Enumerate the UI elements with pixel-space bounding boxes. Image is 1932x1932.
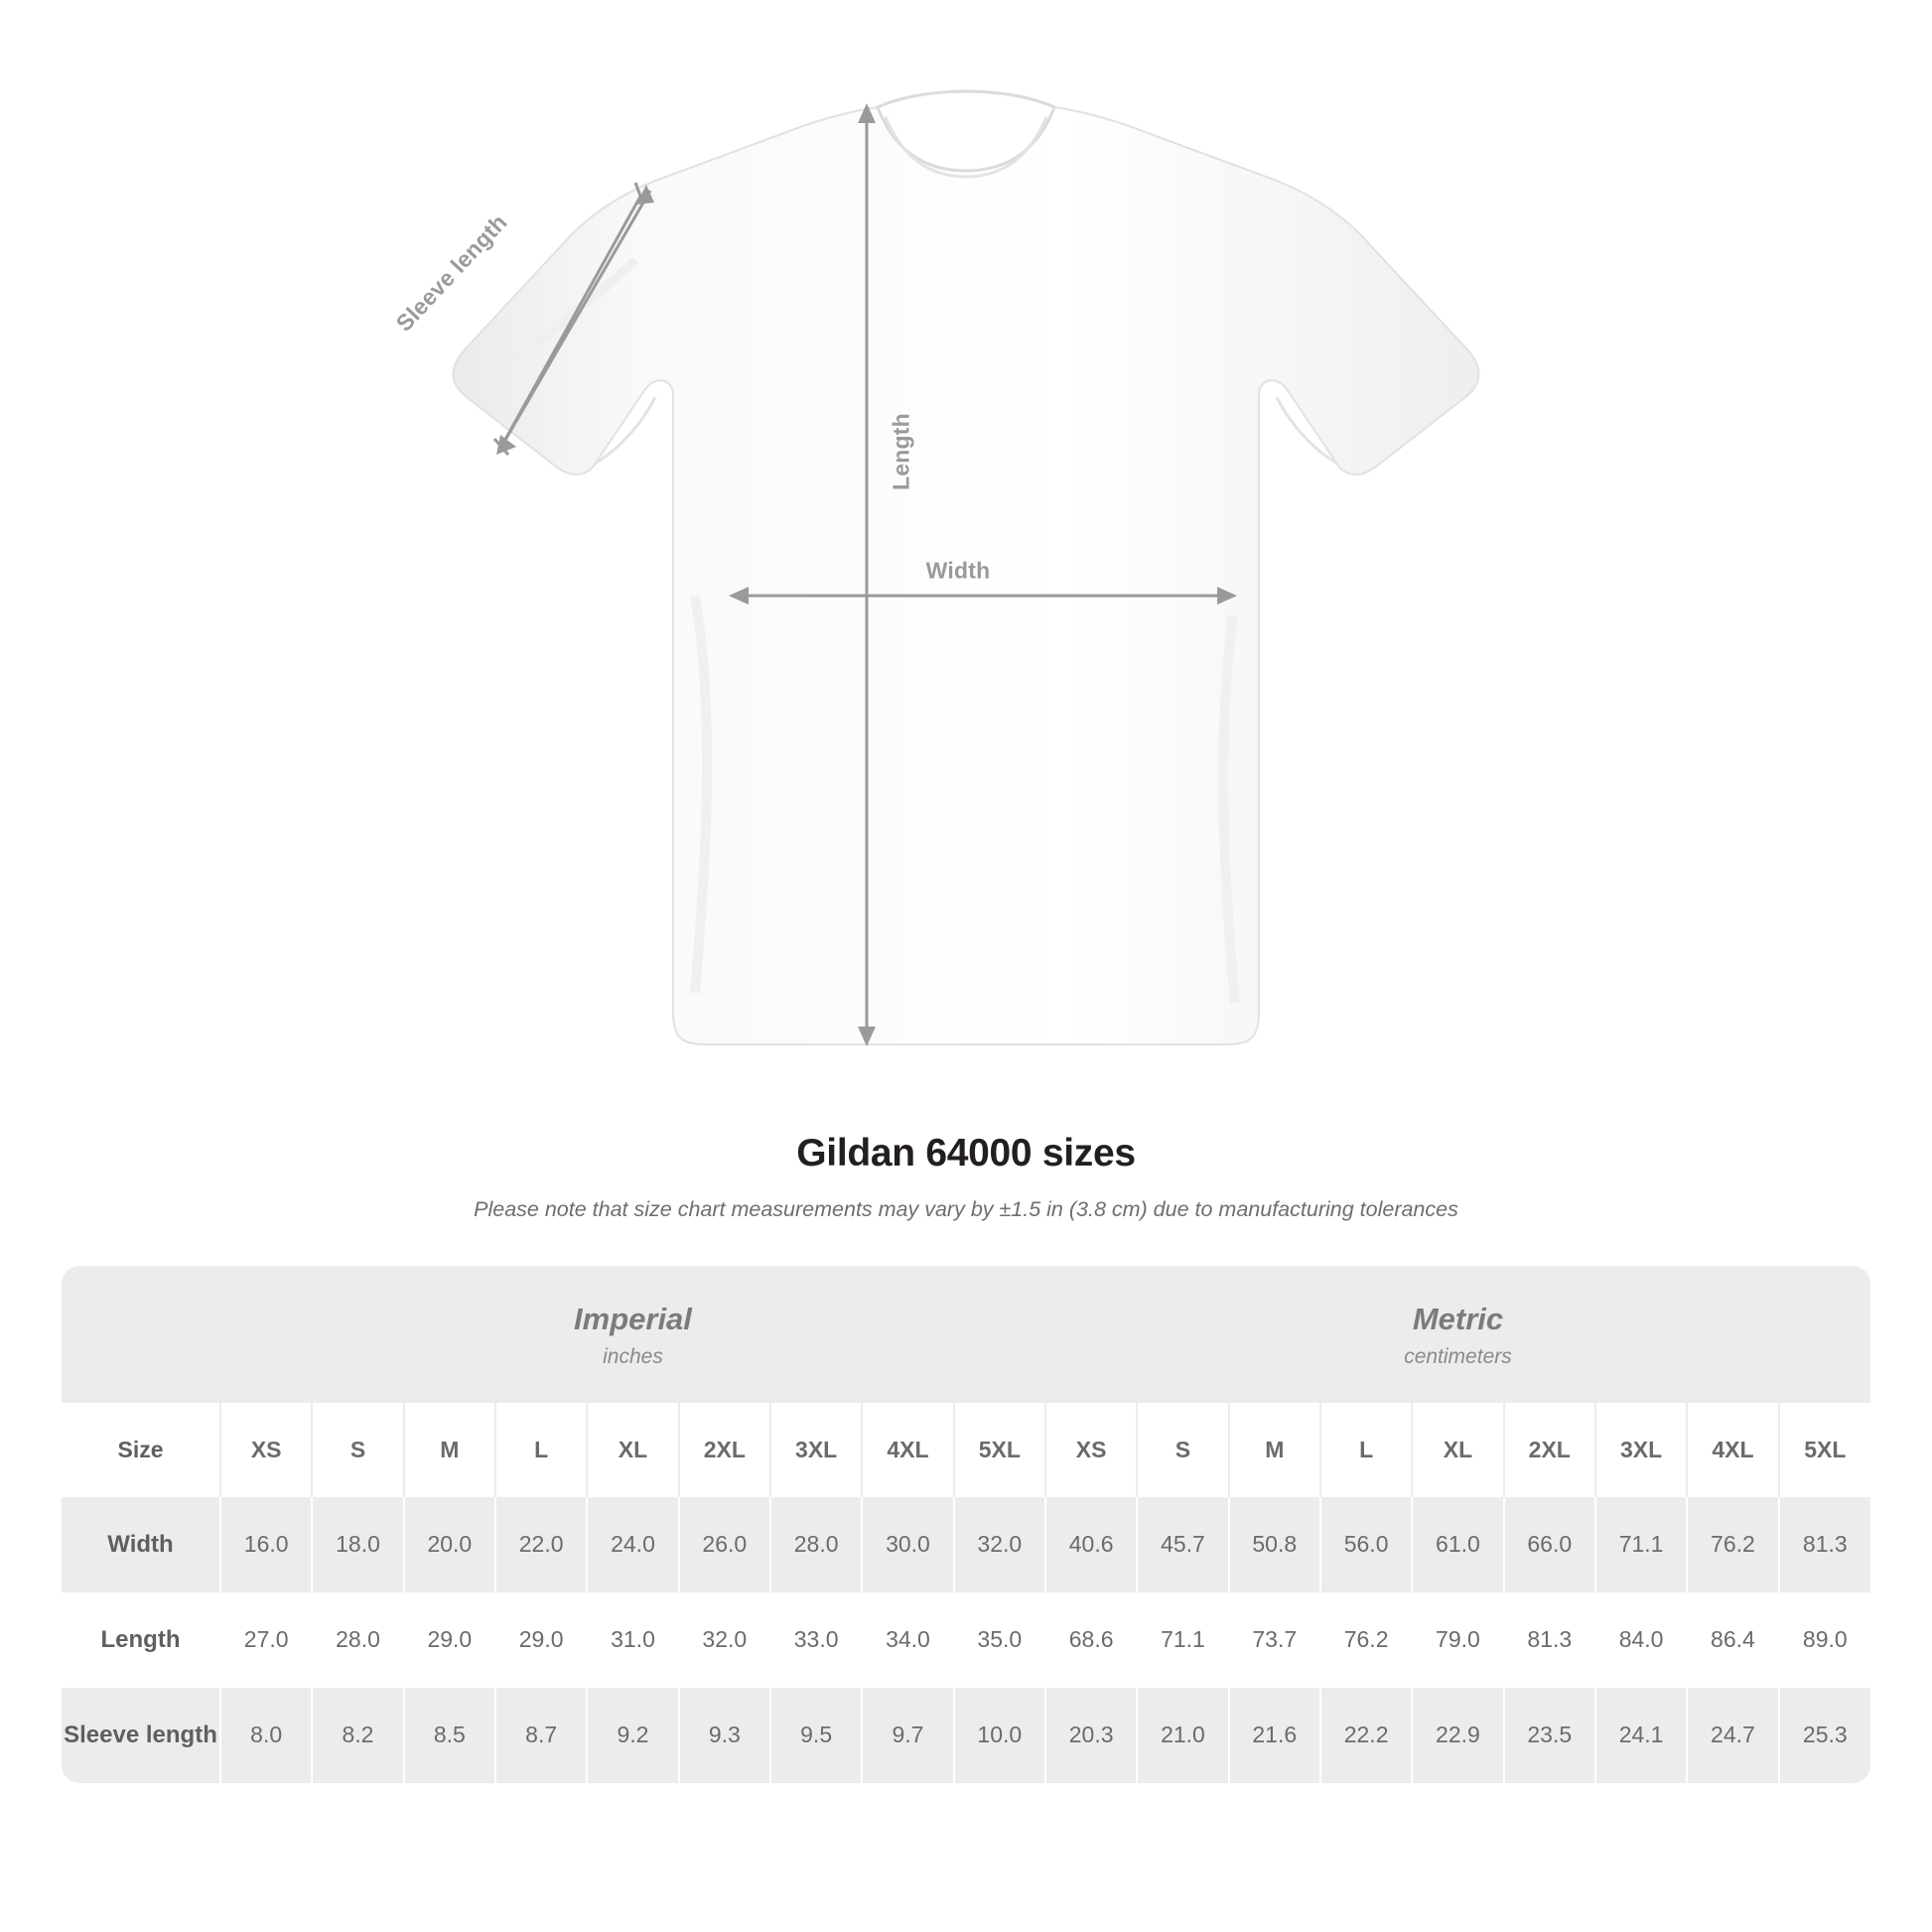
- table-cell: 76.2: [1687, 1497, 1778, 1592]
- table-row: [62, 1688, 1870, 1783]
- table-cell: 8.7: [495, 1688, 587, 1783]
- table-cell: 8.0: [220, 1688, 312, 1783]
- table-cell: 84.0: [1595, 1592, 1687, 1688]
- table-cell: 28.0: [312, 1592, 403, 1688]
- table-cell: 35.0: [954, 1592, 1045, 1688]
- width-label: Width: [925, 557, 991, 584]
- table-cell: 21.6: [1229, 1688, 1320, 1783]
- table-cell: 30.0: [862, 1497, 953, 1592]
- size-header-label: Size: [62, 1403, 220, 1497]
- table-cell: 61.0: [1412, 1497, 1503, 1592]
- size-header-cell: S: [312, 1403, 403, 1497]
- table-cell: 56.0: [1320, 1497, 1412, 1592]
- size-header-cell: 3XL: [770, 1403, 862, 1497]
- table-cell: 24.0: [587, 1497, 678, 1592]
- unit-group-imperial: [220, 1266, 1045, 1403]
- size-header-cell: M: [404, 1403, 495, 1497]
- table-cell: 27.0: [220, 1592, 312, 1688]
- size-header-cell: XS: [220, 1403, 312, 1497]
- table-cell: 79.0: [1412, 1592, 1503, 1688]
- size-header-cell: XL: [1412, 1403, 1503, 1497]
- table-cell: 71.1: [1595, 1497, 1687, 1592]
- size-header-cell: 2XL: [679, 1403, 770, 1497]
- size-header-cell: 2XL: [1504, 1403, 1595, 1497]
- size-header-cell: 5XL: [954, 1403, 1045, 1497]
- table-cell: 18.0: [312, 1497, 403, 1592]
- size-header-cell: 4XL: [1687, 1403, 1778, 1497]
- table-cell: 20.0: [404, 1497, 495, 1592]
- row-label: Length: [100, 1625, 181, 1653]
- tolerance-note: Please note that size chart measurements may vary by ±1.5 in (3.8 cm) due to manufacturing tolerances: [474, 1197, 1458, 1221]
- table-cell: 24.7: [1687, 1688, 1778, 1783]
- size-header-cell: 5XL: [1779, 1403, 1870, 1497]
- size-header-cell: L: [495, 1403, 587, 1497]
- size-header-cell: XL: [587, 1403, 678, 1497]
- table-cell: 29.0: [495, 1592, 587, 1688]
- table-cell: 26.0: [679, 1497, 770, 1592]
- table-cell: 10.0: [954, 1688, 1045, 1783]
- table-cell: 45.7: [1137, 1497, 1228, 1592]
- sleeve-length-label: Sleeve length: [390, 208, 512, 337]
- table-cell: 81.3: [1504, 1592, 1595, 1688]
- table-cell: 25.3: [1779, 1688, 1870, 1783]
- table-cell: 9.2: [587, 1688, 678, 1783]
- size-header-row: [62, 1403, 1870, 1497]
- table-cell: 76.2: [1320, 1592, 1412, 1688]
- table-cell: 71.1: [1137, 1592, 1228, 1688]
- table-cell: 9.5: [770, 1688, 862, 1783]
- table-cell: 33.0: [770, 1592, 862, 1688]
- unit-header-row: [62, 1266, 1870, 1403]
- table-cell: 31.0: [587, 1592, 678, 1688]
- table-cell: 32.0: [679, 1592, 770, 1688]
- row-label: Width: [62, 1497, 220, 1592]
- table-cell: 23.5: [1504, 1688, 1595, 1783]
- size-header-cell: L: [1320, 1403, 1412, 1497]
- unit-group-metric: [1045, 1266, 1870, 1403]
- table-cell: 8.5: [404, 1688, 495, 1783]
- table-cell: 21.0: [1137, 1688, 1228, 1783]
- table-cell: 50.8: [1229, 1497, 1320, 1592]
- unit-header-corner: [62, 1266, 220, 1403]
- size-header-cell: S: [1137, 1403, 1228, 1497]
- length-label: Length: [888, 413, 914, 490]
- unit-group-imperial-sub: inches: [603, 1344, 663, 1368]
- size-header-cell: 4XL: [862, 1403, 953, 1497]
- size-header-cell: XS: [1045, 1403, 1137, 1497]
- table-cell: 40.6: [1045, 1497, 1137, 1592]
- table-cell: 24.1: [1595, 1688, 1687, 1783]
- table-cell: 29.0: [404, 1592, 495, 1688]
- page-title: Gildan 64000 sizes: [796, 1132, 1136, 1174]
- unit-group-metric-sub: centimeters: [1404, 1344, 1512, 1368]
- size-header-cell: 3XL: [1595, 1403, 1687, 1497]
- size-chart-table: [62, 1266, 1870, 1783]
- unit-group-imperial-name: Imperial: [574, 1302, 692, 1336]
- table-cell: 81.3: [1779, 1497, 1870, 1592]
- table-cell: 22.9: [1412, 1688, 1503, 1783]
- table-cell: 73.7: [1229, 1592, 1320, 1688]
- unit-group-metric-name: Metric: [1412, 1302, 1504, 1336]
- table-cell: 9.3: [679, 1688, 770, 1783]
- table-cell: 89.0: [1779, 1592, 1870, 1688]
- table-cell: 16.0: [220, 1497, 312, 1592]
- table-cell: 20.3: [1045, 1688, 1137, 1783]
- size-chart-table-wrapper: [62, 1266, 1870, 1783]
- table-cell: 8.2: [312, 1688, 403, 1783]
- size-header-cell: M: [1229, 1403, 1320, 1497]
- table-cell: 34.0: [862, 1592, 953, 1688]
- row-label: Sleeve length: [62, 1688, 220, 1783]
- table-cell: 86.4: [1687, 1592, 1778, 1688]
- table-cell: 22.0: [495, 1497, 587, 1592]
- table-row: [62, 1592, 1870, 1688]
- title-block: [0, 1132, 1932, 1222]
- table-row: [62, 1497, 1870, 1592]
- table-cell: 22.2: [1320, 1688, 1412, 1783]
- table-cell: 28.0: [770, 1497, 862, 1592]
- table-cell: 66.0: [1504, 1497, 1595, 1592]
- table-cell: 9.7: [862, 1688, 953, 1783]
- table-cell: 68.6: [1045, 1592, 1137, 1688]
- table-cell: 32.0: [954, 1497, 1045, 1592]
